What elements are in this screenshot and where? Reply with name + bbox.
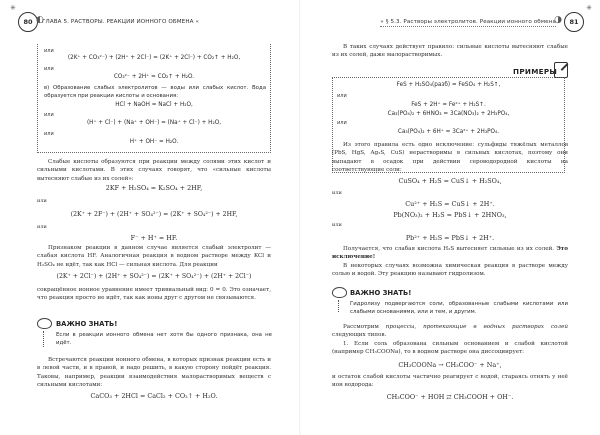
equation: CO₃²⁻ + 2H⁺ = CO₂↑ + H₂O. <box>113 74 195 80</box>
examples-label: ПРИМЕРЫ <box>513 67 558 76</box>
italic-emphasis: процессы, протекающие в водных растворах солей <box>385 324 569 330</box>
running-head-text: ГЛАВА 5. РАСТВОРЫ. РЕАКЦИИ ИОННОГО ОБМЕНА <box>42 19 194 25</box>
lightbulb-icon: ◑ <box>554 15 562 25</box>
ili-label: или <box>332 190 342 196</box>
page-number: 81 <box>569 18 579 26</box>
equation: (2K⁺ + 2F⁻) + (2H⁺ + SO₄²⁻) = (2K⁺ + SO₄²⁻) + 2HF, <box>70 211 238 218</box>
page-number: 80 <box>23 18 33 26</box>
paragraph: Встречаются реакции ионного обмена, в которых признак реакции есть и в левой части, и в правой, и надо решить, в какую сторону пойдёт реакция. Таковы, например, реакции взаимодействия малорастворимых веществ с сильными кислотами: <box>37 357 271 388</box>
ili-label: или <box>337 120 347 126</box>
important-text: Если в реакции ионного обмена нет хотя бы одного признака, она не идёт. <box>56 332 272 347</box>
ili-label: или <box>332 222 342 228</box>
running-head <box>380 19 556 27</box>
ili-label: или <box>44 112 54 118</box>
paragraph <box>332 323 568 340</box>
paragraph-text: следующих типов. <box>332 332 387 339</box>
equation: H⁺ + OH⁻ = H₂O. <box>129 139 179 145</box>
paragraph: 1. Если соль образована сильным основанием и слабой кислотой (например CH₃COONa), то в водном растворе она диссоциирует: <box>332 341 568 356</box>
right-page <box>300 0 600 435</box>
equation: CH₃COO⁻ + HOH ⇄ CH₃COOH + OH⁻. <box>386 393 514 401</box>
running-head-text: § 5.3. Растворы электролитов. Реакции ионного обмена <box>385 19 556 25</box>
dotted-guide-line <box>338 300 339 312</box>
ili-label: или <box>44 131 54 137</box>
running-head <box>42 19 199 25</box>
lightbulb-rays-icon: ✳ <box>586 4 592 12</box>
equation: Pb²⁺ + H₂S = PbS↓ + 2H⁺. <box>405 234 495 242</box>
equation: Cu²⁺ + H₂S = CuS↓ + 2H⁺. <box>405 200 495 208</box>
ili-label: или <box>337 93 347 99</box>
important-title: ВАЖНО ЗНАТЬ! <box>350 289 412 297</box>
running-head-mark: » <box>380 19 384 25</box>
equation: (2K⁺ + CO₃²⁻) + (2H⁺ + 2Cl⁻) = (2K⁺ + 2Cl⁻) + CO₂↑ + H₂O, <box>67 55 241 61</box>
important-title: ВАЖНО ЗНАТЬ! <box>56 320 118 328</box>
page-number-badge <box>564 12 584 32</box>
paragraph: Признаком реакции в данном случае является слабый электролит — слабая кислота HF. Аналогичная реакция в водном растворе между KCl и H₂SO₄ не идёт, так как HCl — сильная кислота. Для реакции <box>37 245 271 268</box>
page-number-badge <box>18 12 38 32</box>
paragraph-text: Рассмотрим <box>343 324 379 330</box>
equation: (2K⁺ + 2Cl⁻) + (2H⁺ + SO₄²⁻) = (2K⁺ + SO₄²⁻) + (2H⁺ + 2Cl⁻) <box>56 273 252 280</box>
equation: FeS + H₂SO₄(разб) = FeSO₄ + H₂S↑, <box>396 82 501 88</box>
equation: 2KF + H₂SO₄ = K₂SO₄ + 2HF, <box>105 184 203 192</box>
equation: FeS + 2H⁺ = Fe²⁺ + H₂S↑. <box>411 102 486 108</box>
ili-label: или <box>37 198 47 204</box>
equation: CaCO₃ + 2HCl = CaCl₂ + CO₂↑ + H₂O. <box>90 392 218 400</box>
item-v-text: в) Образование слабых электролитов — воды или слабых кислот. Вода образуется при реакции кислоты и основания: <box>44 85 266 100</box>
lightbulb-icon: ◐ <box>36 15 44 25</box>
equation: CH₃COONa → CH₃COO⁻ + Na⁺, <box>398 361 502 369</box>
lightbulb-rays-icon: ✳ <box>10 4 16 12</box>
ili-label: или <box>44 48 54 54</box>
running-head-mark: « <box>195 19 199 25</box>
equation: Pb(NO₃)₂ + H₂S = PbS↓ + 2HNO₃, <box>393 211 507 219</box>
paragraph: и остаток слабой кислоты частично реагирует с водой, стараясь отнять у неё ион водорода: <box>332 374 568 389</box>
paragraph-text: Получается, что слабая кислота H₂S вытесняет сильные из их солей. <box>343 246 555 252</box>
paragraph <box>332 245 568 262</box>
equation: F⁻ + H⁺ = HF. <box>130 234 178 242</box>
important-text: Гидролизу подвергаются соли, образованные слабыми кислотами или слабыми основаниями, или и тем, и другим. <box>350 301 568 316</box>
ili-label: или <box>37 224 47 230</box>
brain-icon <box>332 287 347 298</box>
equation: Ca₃(PO₄)₂ + 6H⁺ = 3Ca²⁺ + 2H₃PO₄. <box>397 129 500 135</box>
paragraph: сокращённое ионное уравнение имеет тривиальный вид: 0 = 0. Это означает, что реакция просто не идёт, так как ионы друг с другом не связываются. <box>37 287 271 302</box>
brain-icon <box>37 318 52 329</box>
equation: CuSO₄ + H₂S = CuS↓ + H₂SO₄, <box>398 177 502 185</box>
equation: HCl + NaOH = NaCl + H₂O, <box>115 102 193 108</box>
dotted-guide-line <box>43 331 44 347</box>
paragraph: В таких случаях действует правило: сильные кислоты вытесняют слабые из их солей, даже малорастворимых. <box>332 44 568 59</box>
paragraph: Из этого правила есть одно исключение: сульфиды тяжёлых металлов (PbS, HgS, Ag₂S, CuS) нерастворимы в сильных кислотах, поэтому они выпадают в осадок при действии сероводородной кислоты на соответствующие соли: <box>332 142 568 173</box>
equation: Ca₃(PO₄)₂ + 6HNO₃ = 3Ca(NO₃)₂ + 2H₃PO₄, <box>387 111 510 117</box>
ili-label: или <box>44 66 54 72</box>
exception-emphasis: Это исключение! <box>332 246 568 261</box>
notebook-pen-icon <box>554 62 568 78</box>
paragraph: Слабые кислоты образуются при реакции между солями этих кислот и сильными кислотами. В этих случаях говорят, что «сильные кислоты вытесняют слабые из их солей»: <box>37 159 271 182</box>
equation: (H⁺ + Cl⁻) + (Na⁺ + OH⁻) = (Na⁺ + Cl⁻) + H₂O, <box>86 120 222 126</box>
paragraph: В некоторых случаях возможна химическая реакция в растворе между солью и водой. Эту реакцию называют гидролизом. <box>332 263 568 278</box>
